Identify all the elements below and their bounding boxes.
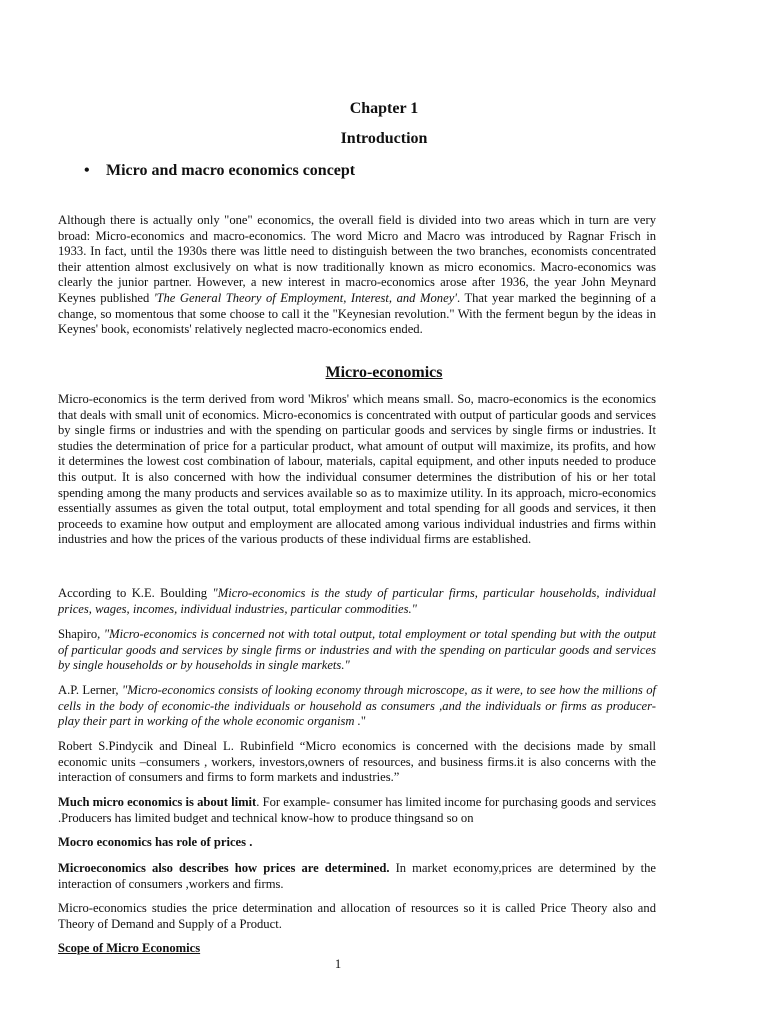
intro-paragraph xyxy=(58,213,656,338)
micro-heading: Micro-economics xyxy=(325,364,443,381)
prices-bold: Microeconomics also describes how prices are determined. xyxy=(58,861,390,875)
boulding-intro: According to K.E. Boulding xyxy=(58,586,213,600)
lerner-intro: A.P. Lerner, xyxy=(58,683,122,697)
lerner-quote-paragraph xyxy=(58,683,656,730)
micro-heading-wrap xyxy=(0,364,768,382)
chapter-number: Chapter 1 xyxy=(349,100,419,117)
scope-heading: Scope of Micro Economics xyxy=(58,941,201,955)
lerner-quote: "Micro-economics consists of looking economy through microscope, as it were, to see how the millions of cells in the body of economic-the individuals or household as consumers ,and the individuals or firms as producer- play their part in working of the whole economic organism . xyxy=(58,683,656,729)
bullet-heading xyxy=(84,162,355,180)
limits-bold: Much micro economics is about limit xyxy=(58,795,257,809)
chapter-title: Introduction xyxy=(340,130,428,147)
lerner-end: " xyxy=(360,714,366,729)
boulding-quote: "Micro-economics is the study of particular firms, particular households, individual prices, wages, incomes, individual industries, particular commodities." xyxy=(58,586,656,616)
boulding-quote-paragraph xyxy=(58,586,656,617)
shapiro-intro: Shapiro, xyxy=(58,627,104,641)
prices-text: In market economy,prices are determined by the interaction of consumers ,workers and firms. xyxy=(58,861,657,891)
price-theory-paragraph: Micro-economics studies the price determination and allocation of resources so it is called Price Theory also and Theory of Demand and Supply of a Product. xyxy=(58,901,656,931)
intro-book-title: 'The General Theory of Employment, Interest, and Money' xyxy=(153,290,457,305)
intro-text-a: Although there is actually only "one" economics, the overall field is divided into two areas which in turn are very broad: Micro-economics and macro-economics. The word Micro and Macro was introduced by Ragnar Frisch in 1933. In fact, until the 1930s there was little need to distinguish between the two branches, economists concentrated their attention almost exclusively on what is now traditionally known as micro economics. Macro-economics was clearly the junior partner. However, a new interest in macro-economics arose after 1936, the year John Meynard Keynes published xyxy=(58,213,656,305)
shapiro-quote: "Micro-economics is concerned not with total output, total employment or total spending but with the output of particular goods and services by single firms or industries and with the spending on particular goods and services by single households or by households in single markets." xyxy=(58,627,656,673)
page-number: 1 xyxy=(334,957,342,971)
micro-paragraph: Micro-economics is the term derived from word 'Mikros' which means small. So, macro-economics is the economics that deals with small unit of economics. Micro-economics is concentrated with output of particular goods and services by single firms or industries and with the spending on particular goods and services by single firms or industries. It studies the determination of price for a particular product, what amount of output will maximize, its profits, and how it determines the lowest cost combination of labour, materials, capital equipment, and other inputs needed to produce this output. It is also concerned with how the individual consumer determines the distribution of his or her total spending among the many products and services available so as to maximize utility. In its approach, micro-economics essentially assumes as given the total output, total employment and total spending for all goods and services, it then proceeds to examine how output and employment are allocated among various individual industries and firms within industries and how the prices of the various products of these individual firms are established. xyxy=(58,392,656,547)
limits-text: . For example- consumer has limited income for purchasing goods and services .Producers has limited budget and technical know-how to produce thingsand so on xyxy=(58,795,656,825)
bullet-heading-text: Micro and macro economics concept xyxy=(106,162,356,179)
intro-text-b: . That year marked the beginning of a change, so momentous that some choose to call it the "Keynesian revolution." With the ferment begun by the ideas in Keynes' book, economists' relatively neglected macro-economics ended. xyxy=(58,290,656,337)
shapiro-quote-paragraph xyxy=(58,627,656,674)
prices-heading: Mocro economics has role of prices . xyxy=(58,835,253,849)
prices-paragraph xyxy=(58,861,656,892)
pindyck-paragraph: Robert S.Pindycik and Dineal L. Rubinfield “Micro economics is concerned with the decisions made by small economic units –consumers , workers, investors,owners of resources, and business firms.it is also concerns with the interaction of consumers and firms to form markets and industries.” xyxy=(58,739,656,785)
bullet-icon: • xyxy=(84,162,90,179)
limits-paragraph xyxy=(58,795,656,826)
